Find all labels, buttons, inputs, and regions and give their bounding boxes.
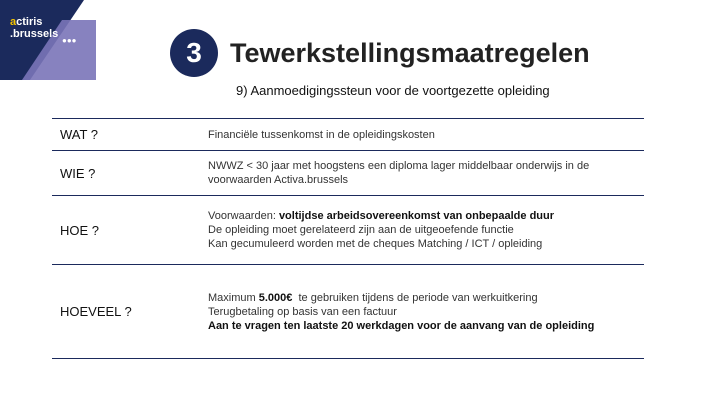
content-line: Kan gecumuleerd worden met de cheques Matching / ICT / opleiding bbox=[208, 238, 543, 250]
logo-text: actiris .brussels bbox=[10, 16, 59, 40]
logo-dots-icon: ●●● bbox=[62, 36, 77, 45]
row-label: WIE ? bbox=[60, 165, 96, 181]
step-number: 3 bbox=[186, 37, 202, 68]
content-line: NWWZ < 30 jaar met hoogstens een diploma lager middelbaar onderwijs in de bbox=[208, 160, 590, 172]
content-line: Voorwaarden: voltijdse arbeidsovereenkomst van onbepaalde duur bbox=[208, 210, 555, 222]
row-content bbox=[202, 151, 644, 195]
content-line: Terugbetaling op basis van een factuur bbox=[208, 305, 397, 318]
page-subtitle: 9) Aanmoedigingssteun voor de voortgezette opleiding bbox=[236, 83, 550, 98]
row-content bbox=[202, 119, 644, 150]
table-row-wat bbox=[52, 118, 644, 150]
info-table bbox=[52, 118, 644, 359]
row-content bbox=[202, 265, 644, 358]
actiris-logo bbox=[0, 0, 96, 80]
logo-shape bbox=[0, 0, 96, 80]
row-label: HOEVEEL ? bbox=[60, 304, 132, 319]
row-label: WAT ? bbox=[60, 127, 99, 142]
table-row-hoeveel bbox=[52, 264, 644, 359]
content-line: Financiële tussenkomst in de opleidingskosten bbox=[208, 128, 435, 141]
content-line: Maximum 5.000€ te gebruiken tijdens de periode van werkuitkering bbox=[208, 291, 538, 304]
content-line: voorwaarden Activa.brussels bbox=[208, 174, 349, 186]
content-line: Aan te vragen ten laatste 20 werkdagen voor de aanvang van de opleiding bbox=[208, 319, 595, 332]
row-label: HOE ? bbox=[60, 222, 100, 238]
table-row-hoe bbox=[52, 195, 644, 264]
row-content bbox=[202, 196, 644, 264]
page-title: Tewerkstellingsmaatregelen bbox=[230, 38, 590, 68]
step-number-badge bbox=[170, 29, 218, 77]
table-row-wie bbox=[52, 150, 644, 195]
content-line: De opleiding moet gerelateerd zijn aan de uitgeoefende functie bbox=[208, 224, 514, 236]
